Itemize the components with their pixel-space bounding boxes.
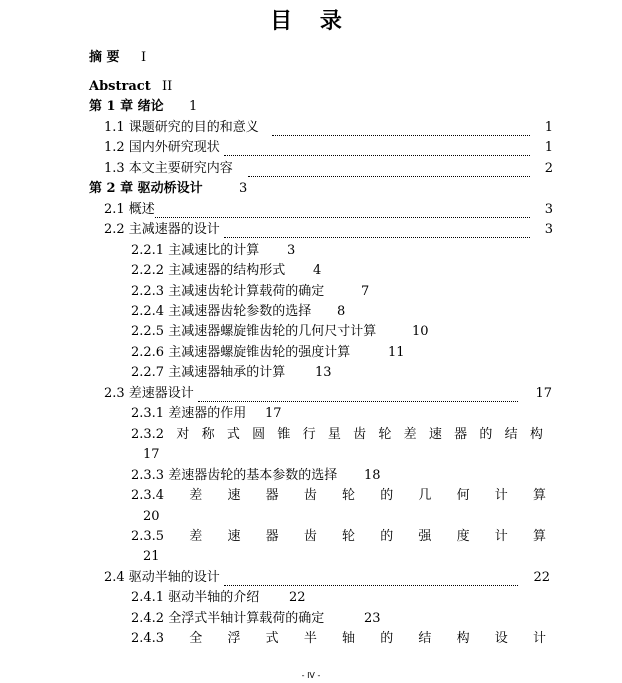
toc-char: 速 <box>428 427 442 442</box>
toc-page: 4 <box>313 263 322 278</box>
toc-page: 11 <box>388 345 405 360</box>
toc-char: 差 <box>189 488 203 503</box>
toc-page: 1 <box>189 99 198 114</box>
toc-entry-2-3-2[interactable] <box>131 427 543 443</box>
toc-entry-2-2-6[interactable] <box>131 345 350 361</box>
toc-char: 的 <box>380 529 394 544</box>
toc-char: 算 <box>532 488 546 503</box>
toc-label: 2.2 主减速器的设计 <box>104 222 220 237</box>
toc-label: 2.3 差速器设计 <box>104 386 194 401</box>
toc-char: 器 <box>454 427 468 442</box>
toc-label: 摘 要 <box>89 50 120 65</box>
page-footer: - IV - <box>301 671 321 680</box>
toc-entry-abstract-en[interactable] <box>89 79 151 95</box>
toc-char: 计 <box>532 631 546 646</box>
toc-entry-2-2-1[interactable] <box>131 243 259 259</box>
toc-char: 锥 <box>277 427 291 442</box>
toc-label: 2.3.1 差速器的作用 <box>131 406 247 421</box>
toc-label: 第 2 章 驱动桥设计 <box>89 181 203 196</box>
toc-page: 21 <box>143 549 160 564</box>
toc-entry-2-3[interactable] <box>104 386 194 402</box>
toc-label: 2.3.3 差速器齿轮的基本参数的选择 <box>131 468 338 483</box>
toc-entry-2-2-7[interactable] <box>131 365 285 381</box>
toc-entry-1-3[interactable] <box>104 161 233 177</box>
toc-char: 设 <box>494 631 508 646</box>
toc-entry-2-3-3[interactable] <box>131 468 337 484</box>
toc-page: 3 <box>239 181 248 196</box>
toc-label: 1.1 课题研究的目的和意义 <box>104 120 259 135</box>
toc-label: 第 1 章 绪论 <box>89 99 164 114</box>
toc-label: Abstract <box>89 79 151 94</box>
toc-char: 行 <box>302 427 316 442</box>
toc-entry-2-4-3[interactable] <box>131 631 546 647</box>
toc-label: 2.2.3 主减速齿轮计算载荷的确定 <box>131 284 325 299</box>
toc-label: 2.2.7 主减速器轴承的计算 <box>131 365 286 380</box>
toc-char: 全 <box>189 631 203 646</box>
toc-page: 10 <box>412 324 429 339</box>
toc-char: 的 <box>380 488 394 503</box>
toc-char: 星 <box>327 427 341 442</box>
toc-char: 构 <box>456 631 470 646</box>
toc-char: 齿 <box>353 427 367 442</box>
toc-entry-2-3-1[interactable] <box>131 406 246 422</box>
toc-label: 2.4.2 全浮式半轴计算载荷的确定 <box>131 611 325 626</box>
toc-label: 1.2 国内外研究现状 <box>104 140 220 155</box>
toc-page: 22 <box>533 570 550 585</box>
toc-page: 1 <box>544 120 553 135</box>
toc-page: 3 <box>544 202 553 217</box>
toc-char: 器 <box>265 488 279 503</box>
toc-page: 22 <box>289 590 306 605</box>
toc-char: 速 <box>227 529 241 544</box>
toc-char: 差 <box>189 529 203 544</box>
toc-char: 几 <box>418 488 432 503</box>
toc-leader-dots <box>198 385 518 402</box>
toc-label: 2.2.4 主减速器齿轮参数的选择 <box>131 304 312 319</box>
toc-page: 18 <box>364 468 381 483</box>
toc-leader-dots <box>248 160 530 177</box>
toc-char: 式 <box>265 631 279 646</box>
toc-entry-chapter-2[interactable] <box>89 181 203 197</box>
toc-char: 轮 <box>378 427 392 442</box>
toc-char: 速 <box>227 488 241 503</box>
toc-entry-1-1[interactable] <box>104 120 259 136</box>
toc-char: 器 <box>265 529 279 544</box>
toc-char: 齿 <box>303 488 317 503</box>
toc-entry-2-4[interactable] <box>104 570 220 586</box>
toc-char: 算 <box>532 529 546 544</box>
toc-entry-2-1[interactable] <box>104 202 155 218</box>
toc-char: 结 <box>418 631 432 646</box>
toc-label: 2.2.1 主减速比的计算 <box>131 243 260 258</box>
toc-page: I <box>141 50 147 65</box>
toc-char: 称 <box>201 427 215 442</box>
toc-leader-dots <box>224 569 518 586</box>
toc-label: 2.4.1 驱动半轴的介绍 <box>131 590 260 605</box>
toc-char: 构 <box>529 427 543 442</box>
toc-char: 齿 <box>303 529 317 544</box>
toc-leader-dots <box>155 201 530 218</box>
toc-entry-1-2[interactable] <box>104 140 220 156</box>
toc-number: 2.4.3 <box>131 631 165 646</box>
toc-char: 轴 <box>342 631 356 646</box>
toc-page: 20 <box>143 509 160 524</box>
toc-page: 13 <box>315 365 332 380</box>
toc-page: II <box>162 79 173 94</box>
toc-char: 圆 <box>252 427 266 442</box>
toc-page: 2 <box>544 161 553 176</box>
toc-page: 7 <box>361 284 370 299</box>
toc-page: 23 <box>364 611 381 626</box>
toc-page: 3 <box>544 222 553 237</box>
toc-char: 结 <box>504 427 518 442</box>
page-title: 目 录 <box>270 9 352 34</box>
toc-number: 2.3.5 <box>131 529 165 544</box>
toc-page: 17 <box>265 406 282 421</box>
toc-entry-2-3-5[interactable] <box>131 529 546 545</box>
toc-page: 3 <box>287 243 296 258</box>
toc-label: 2.2.5 主减速器螺旋锥齿轮的几何尺寸计算 <box>131 324 377 339</box>
toc-char: 半 <box>303 631 317 646</box>
toc-char: 差 <box>403 427 417 442</box>
toc-leader-dots <box>224 139 530 156</box>
toc-char: 计 <box>494 488 508 503</box>
toc-char: 度 <box>456 529 470 544</box>
toc-entry-abstract-cn[interactable] <box>89 50 120 66</box>
toc-char: 式 <box>226 427 240 442</box>
toc-label: 2.1 概述 <box>104 202 155 217</box>
toc-entry-chapter-1[interactable] <box>89 99 164 115</box>
toc-number: 2.3.4 <box>131 488 165 503</box>
toc-entry-2-4-2[interactable] <box>131 611 324 627</box>
toc-entry-2-2-4[interactable] <box>131 304 311 320</box>
toc-entry-2-4-1[interactable] <box>131 590 259 606</box>
toc-leader-dots <box>224 221 530 238</box>
toc-char: 何 <box>456 488 470 503</box>
toc-entry-2-2-2[interactable] <box>131 263 285 279</box>
toc-char: 强 <box>418 529 432 544</box>
toc-entry-2-3-4[interactable] <box>131 488 546 504</box>
toc-char: 的 <box>380 631 394 646</box>
toc-entry-2-2[interactable] <box>104 222 220 238</box>
toc-entry-2-2-5[interactable] <box>131 324 376 340</box>
toc-label: 1.3 本文主要研究内容 <box>104 161 233 176</box>
toc-char: 浮 <box>227 631 241 646</box>
toc-char: 轮 <box>342 488 356 503</box>
toc-char: 对 <box>176 427 190 442</box>
toc-char: 轮 <box>342 529 356 544</box>
toc-label: 2.4 驱动半轴的设计 <box>104 570 220 585</box>
toc-char: 计 <box>494 529 508 544</box>
toc-char: 的 <box>479 427 493 442</box>
toc-page: 17 <box>143 447 160 462</box>
toc-label: 2.2.2 主减速器的结构形式 <box>131 263 286 278</box>
toc-entry-2-2-3[interactable] <box>131 284 324 300</box>
toc-page: 8 <box>337 304 346 319</box>
toc-label: 2.2.6 主减速器螺旋锥齿轮的强度计算 <box>131 345 351 360</box>
toc-page: 1 <box>544 140 553 155</box>
toc-leader-dots <box>272 119 530 136</box>
toc-number: 2.3.2 <box>131 427 165 442</box>
toc-page: 17 <box>535 386 552 401</box>
